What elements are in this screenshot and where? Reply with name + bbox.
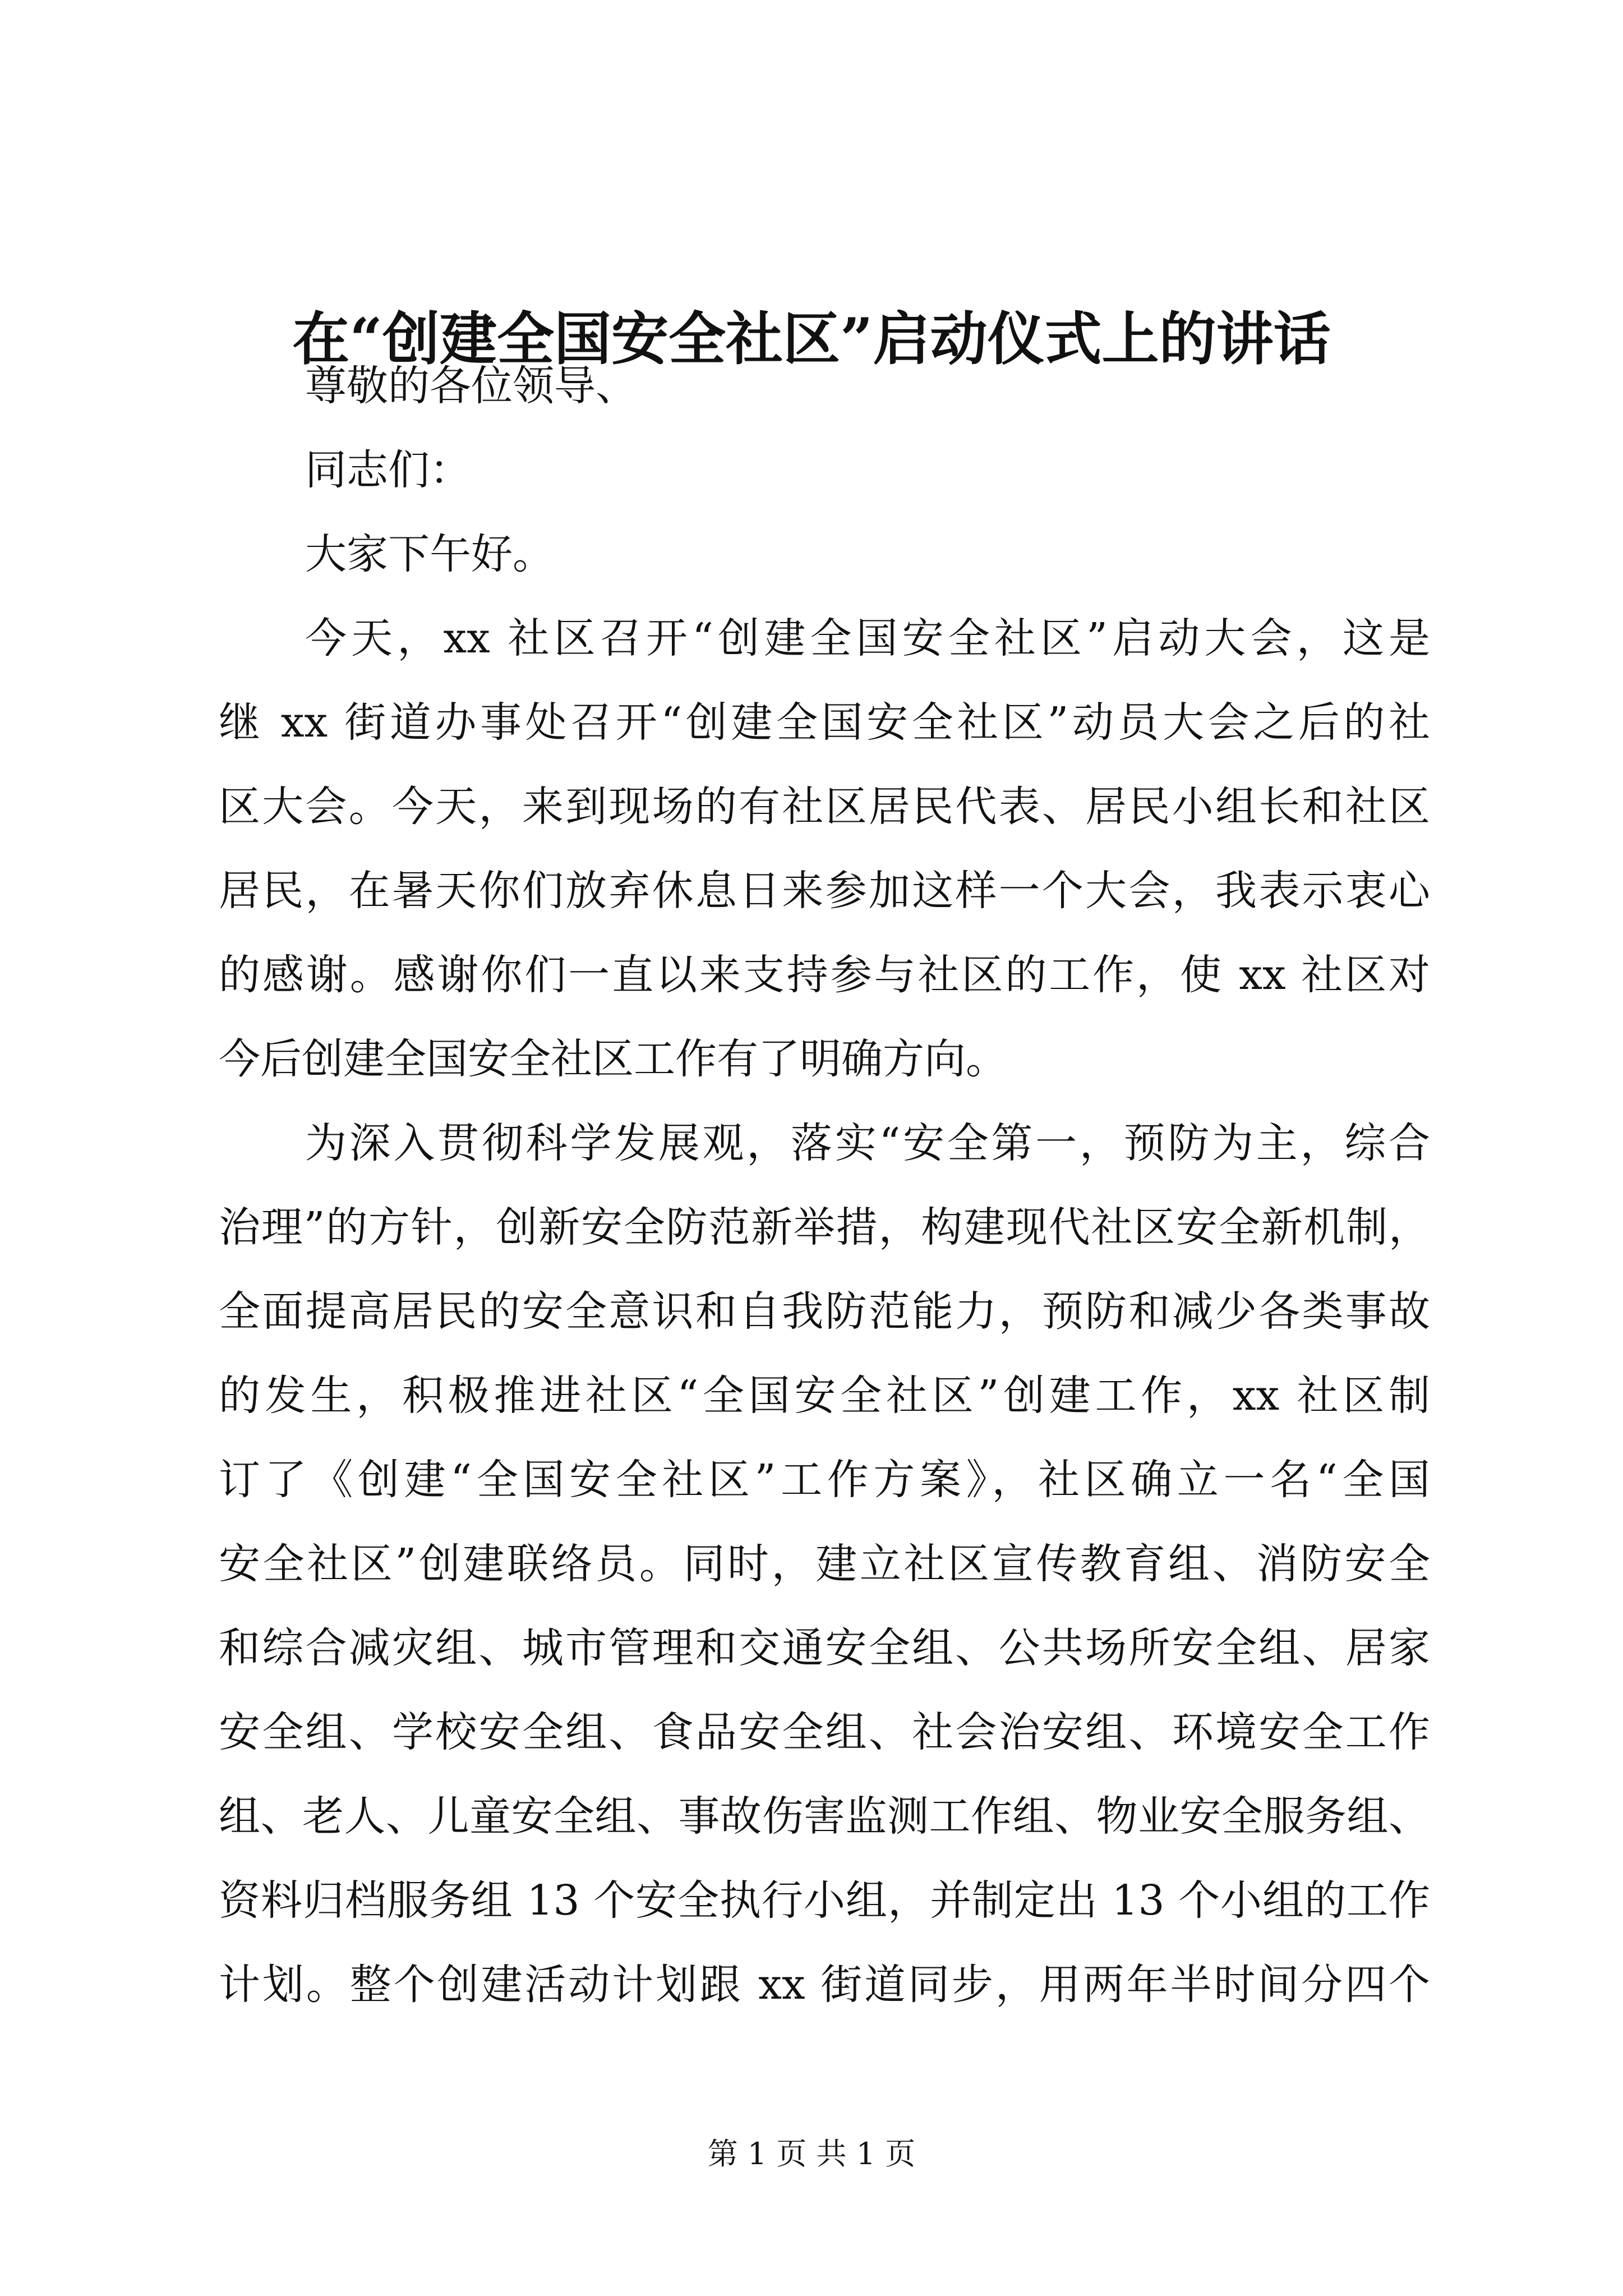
paragraph-line: 为深入贯彻科学发展观，落实“安全第一，预防为主，综合 (305, 1119, 1430, 1167)
paragraph-line: 和综合减灾组、城市管理和交通安全组、公共场所安全组、居家 (219, 1624, 1430, 1672)
paragraph-line: 继 xx 街道办事处召开“创建全国安全社区”动员大会之后的社 (219, 698, 1430, 747)
paragraph-line: 订了《创建“全国安全社区”工作方案》，社区确立一名“全国 (219, 1456, 1430, 1504)
paragraph-line: 区大会。今天，来到现场的有社区居民代表、居民小组长和社区 (219, 783, 1430, 831)
greeting: 大家下午好。 (305, 530, 554, 578)
paragraph-line: 安全组、学校安全组、食品安全组、社会治安组、环境安全工作 (219, 1708, 1430, 1756)
salutation-comrades: 同志们： (305, 446, 471, 494)
paragraph-line: 计划。整个创建活动计划跟 xx 街道同步，用两年半时间分四个 (219, 1961, 1430, 2009)
paragraph-line: 的感谢。感谢你们一直以来支持参与社区的工作，使 xx 社区对 (219, 951, 1430, 999)
document-title: 在“创建全国安全社区”启动仪式上的讲话 (292, 306, 1331, 373)
document-body (219, 344, 1430, 2027)
salutation-leaders: 尊敬的各位领导、 (305, 362, 637, 410)
paragraph-line: 居民，在暑天你们放弃休息日来参加这样一个大会，我表示衷心 (219, 867, 1430, 915)
paragraph-line: 资料归档服务组 13 个安全执行小组，并制定出 13 个小组的工作 (219, 1876, 1430, 1925)
page-footer: 第 1 页 共 1 页 (707, 2136, 916, 2171)
paragraph-line: 安全社区”创建联络员。同时，建立社区宣传教育组、消防安全 (219, 1540, 1430, 1588)
paragraph-line: 组、老人、儿童安全组、事故伤害监测工作组、物业安全服务组、 (219, 1792, 1430, 1841)
paragraph-line: 今后创建全国安全社区工作有了明确方向。 (219, 1035, 1007, 1083)
paragraph-line: 今天，xx 社区召开“创建全国安全社区”启动大会，这是 (305, 614, 1430, 662)
paragraph-line: 全面提高居民的安全意识和自我防范能力，预防和减少各类事故 (219, 1287, 1430, 1336)
paragraph-line: 治理”的方针，创新安全防范新举措，构建现代社区安全新机制， (219, 1203, 1430, 1251)
paragraph-line: 的发生，积极推进社区“全国安全社区”创建工作，xx 社区制 (219, 1372, 1430, 1420)
